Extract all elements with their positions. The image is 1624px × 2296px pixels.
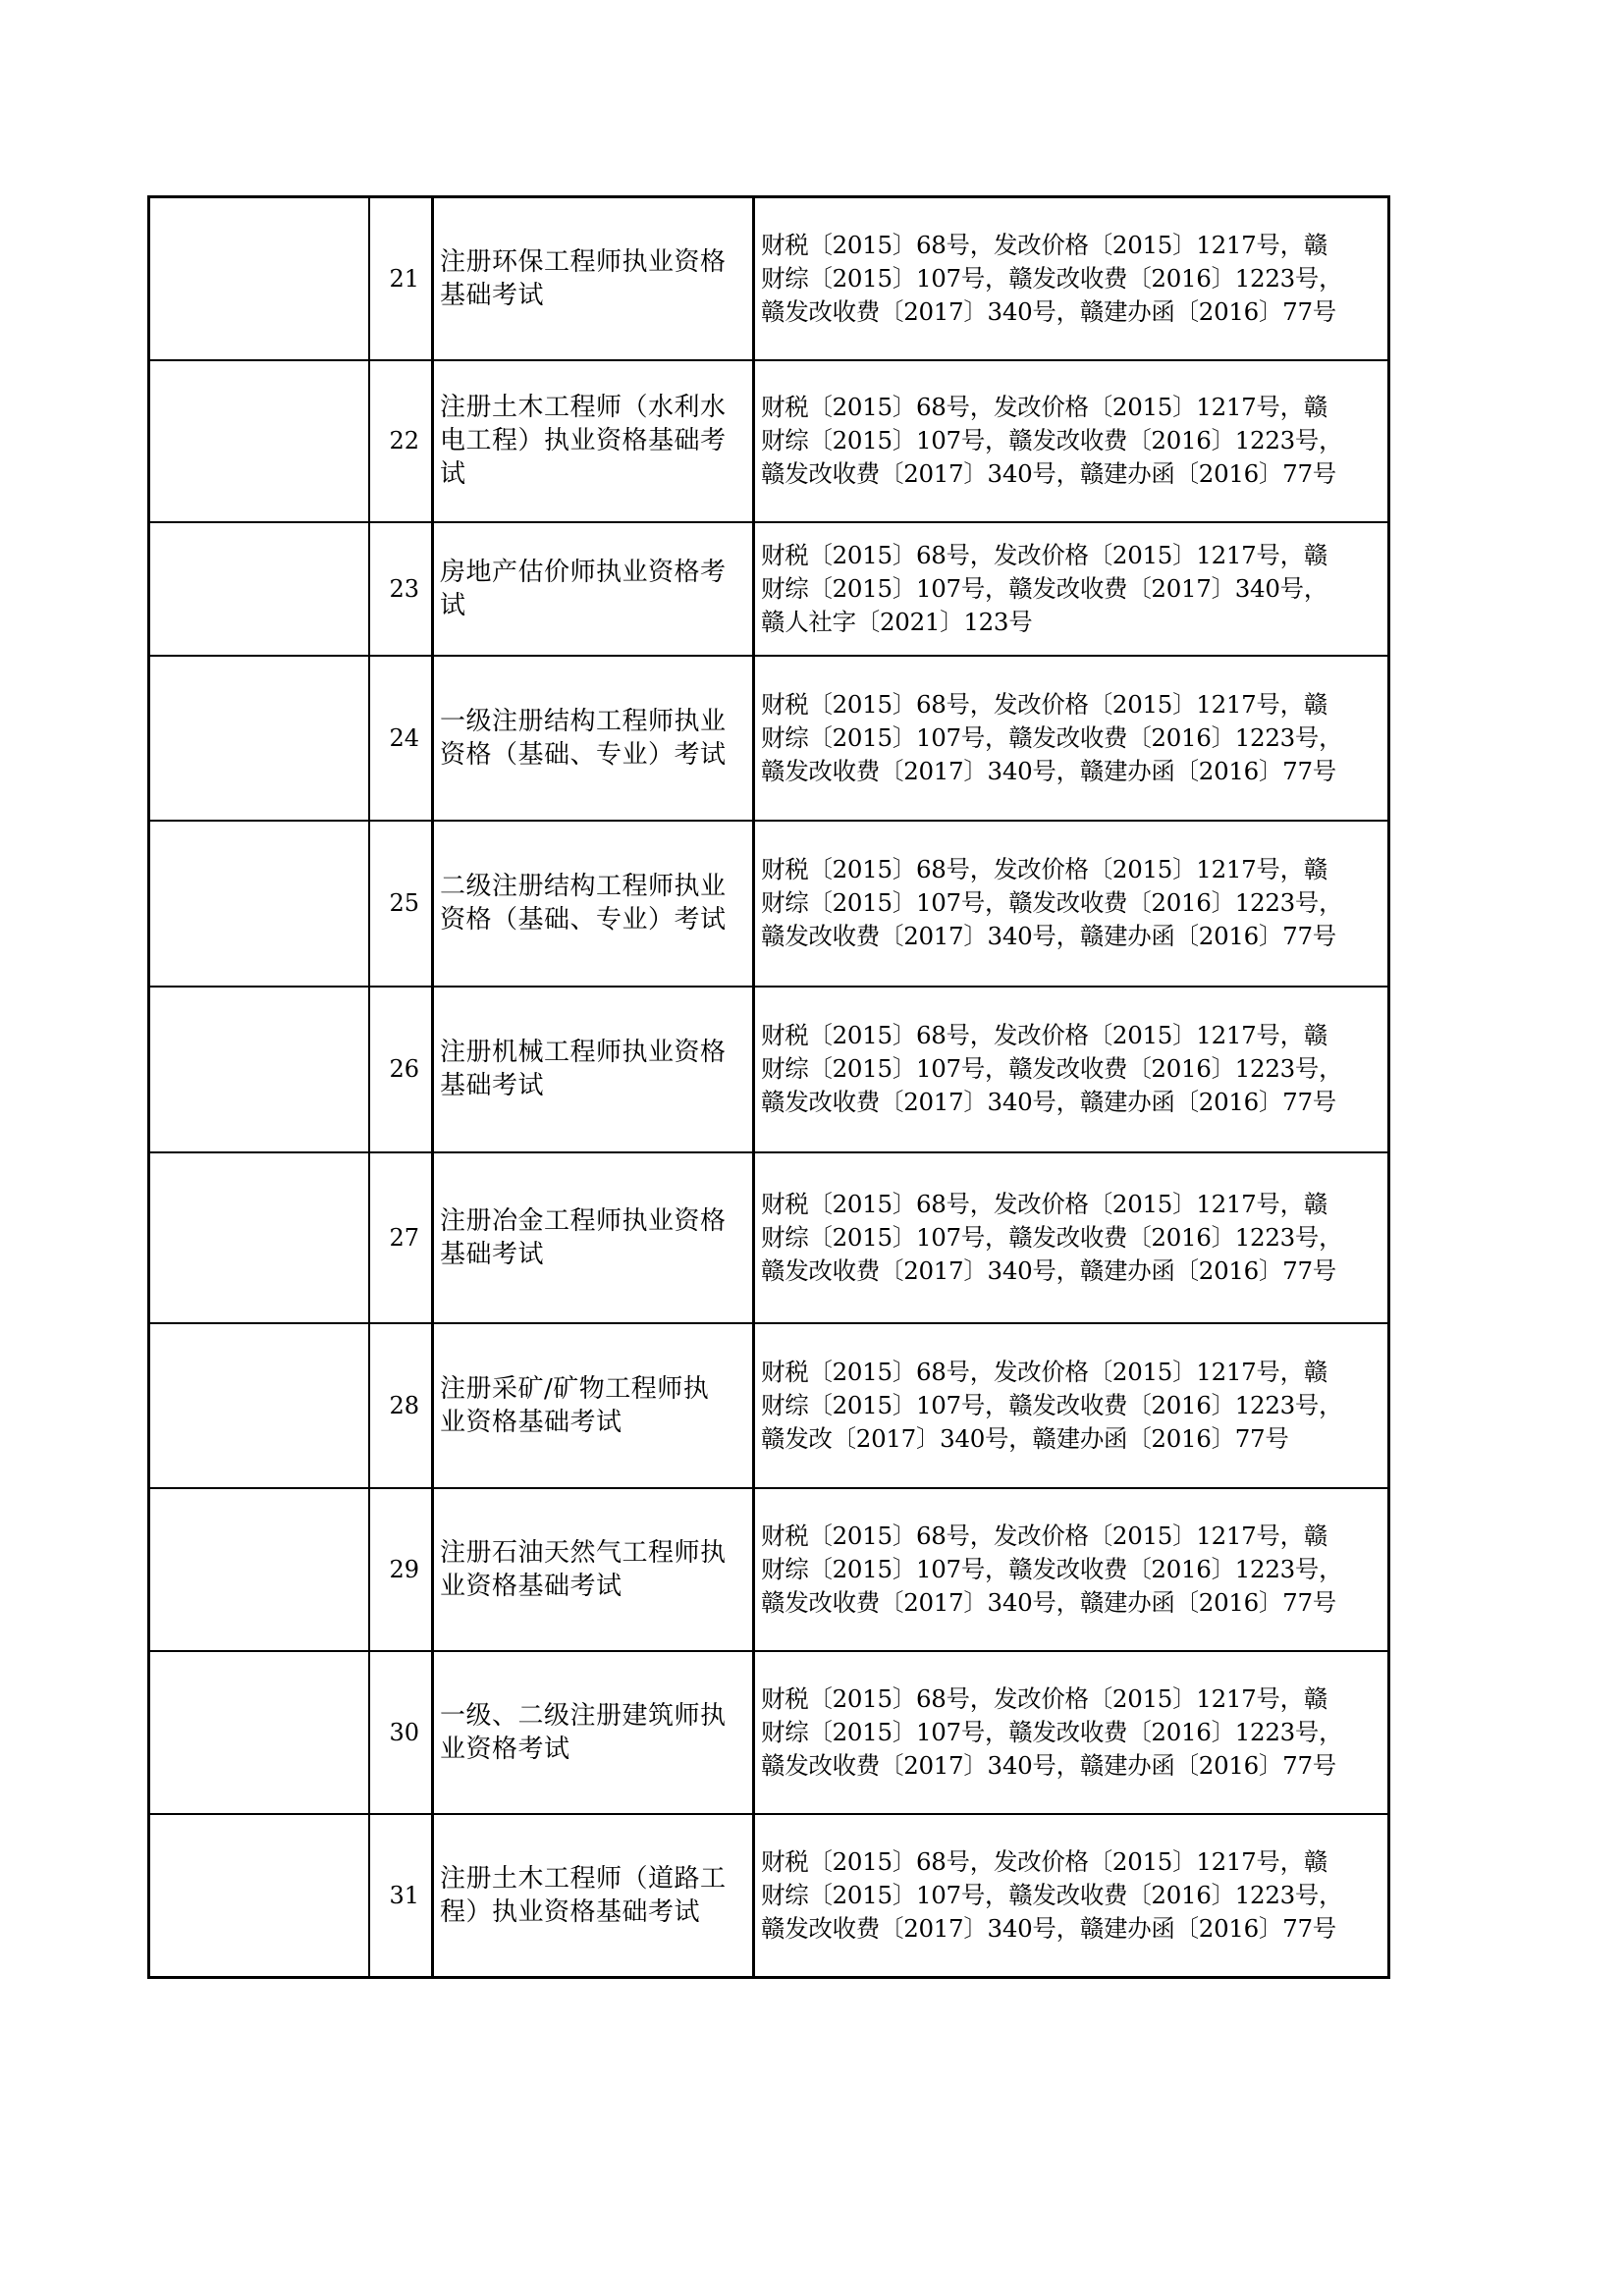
row-number: 23 xyxy=(389,574,419,603)
exam-name-line: 注册土木工程师（水利水 xyxy=(440,393,727,422)
category-cell xyxy=(149,1152,370,1323)
basis-cell xyxy=(754,1152,1389,1323)
exam-name-cell xyxy=(433,197,754,360)
basis-text xyxy=(755,539,1387,639)
table-row xyxy=(149,987,1389,1152)
row-number-cell xyxy=(369,987,433,1152)
basis-line: 财税〔2015〕68号，发改价格〔2015〕1217号，赣 xyxy=(761,1846,1328,1876)
basis-line: 赣发改收费〔2017〕340号，赣建办函〔2016〕77号 xyxy=(761,1913,1336,1943)
exam-name-line: 业资格考试 xyxy=(440,1734,570,1764)
exam-name-line: 注册机械工程师执业资格 xyxy=(440,1038,727,1067)
basis-line: 赣发改收费〔2017〕340号，赣建办函〔2016〕77号 xyxy=(761,922,1336,950)
row-number: 25 xyxy=(389,889,419,917)
basis-line: 财税〔2015〕68号，发改价格〔2015〕1217号，赣 xyxy=(761,540,1328,569)
row-number: 22 xyxy=(389,427,419,454)
basis-cell xyxy=(754,656,1389,821)
table-row xyxy=(149,1814,1389,1978)
table-row xyxy=(149,1651,1389,1814)
basis-line: 财综〔2015〕107号，赣发改收费〔2016〕1223号， xyxy=(761,426,1343,454)
fee-table-body xyxy=(149,197,1389,1978)
row-number: 28 xyxy=(389,1391,419,1419)
basis-text xyxy=(755,688,1387,788)
table-row xyxy=(149,522,1389,656)
basis-line: 财综〔2015〕107号，赣发改收费〔2016〕1223号， xyxy=(761,1554,1343,1583)
basis-line: 财税〔2015〕68号，发改价格〔2015〕1217号，赣 xyxy=(761,1521,1328,1550)
basis-line: 财税〔2015〕68号，发改价格〔2015〕1217号，赣 xyxy=(761,230,1328,259)
basis-line: 财综〔2015〕107号，赣发改收费〔2017〕340号， xyxy=(761,573,1328,603)
basis-cell xyxy=(754,360,1389,522)
exam-name xyxy=(434,870,752,936)
row-number: 29 xyxy=(389,1555,419,1583)
row-number: 26 xyxy=(389,1055,419,1083)
basis-line: 财综〔2015〕107号，赣发改收费〔2016〕1223号， xyxy=(761,1717,1343,1746)
exam-name-line: 一级注册结构工程师执业 xyxy=(440,706,727,736)
table-row xyxy=(149,1323,1389,1488)
exam-name-cell xyxy=(433,1651,754,1814)
row-number-cell xyxy=(369,656,433,821)
row-number-cell xyxy=(369,1651,433,1814)
exam-name-line: 试 xyxy=(440,459,466,489)
row-number-cell xyxy=(369,1323,433,1488)
basis-text xyxy=(755,391,1387,491)
exam-name-cell xyxy=(433,821,754,987)
basis-line: 财税〔2015〕68号，发改价格〔2015〕1217号，赣 xyxy=(761,1683,1328,1713)
row-number: 24 xyxy=(389,723,419,752)
basis-cell xyxy=(754,1488,1389,1651)
basis-text xyxy=(755,1356,1387,1456)
exam-name-cell xyxy=(433,1323,754,1488)
exam-name xyxy=(434,1036,752,1102)
exam-name-cell xyxy=(433,987,754,1152)
exam-name xyxy=(434,1204,752,1271)
basis-line: 赣发改收费〔2017〕340号，赣建办函〔2016〕77号 xyxy=(761,1587,1336,1617)
row-number-cell xyxy=(369,197,433,360)
basis-cell xyxy=(754,1323,1389,1488)
exam-name-line: 一级、二级注册建筑师执 xyxy=(440,1700,727,1731)
category-cell xyxy=(149,821,370,987)
basis-text xyxy=(755,1682,1387,1783)
exam-name-cell xyxy=(433,656,754,821)
basis-line: 财综〔2015〕107号，赣发改收费〔2016〕1223号， xyxy=(761,1390,1343,1419)
basis-line: 财税〔2015〕68号，发改价格〔2015〕1217号，赣 xyxy=(761,1189,1328,1218)
exam-name-cell xyxy=(433,1152,754,1323)
basis-cell xyxy=(754,1814,1389,1978)
basis-text xyxy=(755,1188,1387,1288)
basis-cell xyxy=(754,987,1389,1152)
basis-cell xyxy=(754,522,1389,656)
exam-name xyxy=(434,1372,752,1439)
exam-name-line: 注册采矿/矿物工程师执 xyxy=(440,1373,710,1404)
category-cell xyxy=(149,197,370,360)
exam-name xyxy=(434,556,752,622)
exam-name-line: 注册石油天然气工程师执 xyxy=(440,1537,727,1568)
exam-name-line: 注册环保工程师执业资格 xyxy=(440,246,727,277)
exam-name-cell xyxy=(433,1814,754,1978)
basis-line: 赣发改收费〔2017〕340号，赣建办函〔2016〕77号 xyxy=(761,756,1336,785)
exam-name xyxy=(434,1536,752,1603)
exam-name-line: 基础考试 xyxy=(440,280,545,310)
exam-name-line: 基础考试 xyxy=(440,1071,545,1100)
category-cell xyxy=(149,1814,370,1978)
exam-name-line: 二级注册结构工程师执业 xyxy=(440,872,727,901)
basis-text xyxy=(755,1019,1387,1119)
basis-text xyxy=(755,229,1387,329)
exam-name-line: 资格（基础、专业）考试 xyxy=(440,739,727,770)
basis-cell xyxy=(754,821,1389,987)
exam-name-line: 资格（基础、专业）考试 xyxy=(440,905,727,934)
row-number-cell xyxy=(369,1488,433,1651)
category-cell xyxy=(149,1323,370,1488)
fee-basis-table xyxy=(147,195,1390,1979)
exam-name xyxy=(434,705,752,772)
category-cell xyxy=(149,522,370,656)
category-cell xyxy=(149,360,370,522)
exam-name xyxy=(434,1862,752,1929)
basis-line: 财综〔2015〕107号，赣发改收费〔2016〕1223号， xyxy=(761,722,1343,752)
exam-name-cell xyxy=(433,360,754,522)
basis-line: 财综〔2015〕107号，赣发改收费〔2016〕1223号， xyxy=(761,263,1343,293)
row-number-cell xyxy=(369,1814,433,1978)
table-row xyxy=(149,656,1389,821)
basis-cell xyxy=(754,1651,1389,1814)
basis-line: 财税〔2015〕68号，发改价格〔2015〕1217号，赣 xyxy=(761,393,1328,421)
exam-name-line: 注册土木工程师（道路工 xyxy=(440,1863,727,1894)
table-row xyxy=(149,821,1389,987)
exam-name xyxy=(434,391,752,491)
basis-line: 财综〔2015〕107号，赣发改收费〔2016〕1223号， xyxy=(761,1222,1343,1252)
exam-name-line: 业资格基础考试 xyxy=(440,1571,623,1601)
exam-name-cell xyxy=(433,522,754,656)
row-number: 31 xyxy=(389,1881,419,1909)
exam-name-line: 基础考试 xyxy=(440,1239,545,1269)
exam-name-line: 试 xyxy=(440,590,466,620)
table-row xyxy=(149,1488,1389,1651)
row-number: 27 xyxy=(389,1223,419,1252)
basis-line: 财税〔2015〕68号，发改价格〔2015〕1217号，赣 xyxy=(761,855,1328,883)
row-number-cell xyxy=(369,360,433,522)
basis-line: 赣人社字〔2021〕123号 xyxy=(761,607,1033,636)
basis-line: 财综〔2015〕107号，赣发改收费〔2016〕1223号， xyxy=(761,1054,1343,1083)
category-cell xyxy=(149,1651,370,1814)
basis-text xyxy=(755,853,1387,953)
exam-name-cell xyxy=(433,1488,754,1651)
basis-line: 财综〔2015〕107号，赣发改收费〔2016〕1223号， xyxy=(761,1880,1343,1909)
category-cell xyxy=(149,987,370,1152)
exam-name-line: 程）执业资格基础考试 xyxy=(440,1896,701,1927)
row-number-cell xyxy=(369,1152,433,1323)
category-cell xyxy=(149,1488,370,1651)
basis-line: 赣发改收费〔2017〕340号，赣建办函〔2016〕77号 xyxy=(761,296,1336,326)
row-number: 21 xyxy=(389,264,419,293)
table-row xyxy=(149,1152,1389,1323)
row-number-cell xyxy=(369,522,433,656)
basis-line: 财税〔2015〕68号，发改价格〔2015〕1217号，赣 xyxy=(761,1357,1328,1386)
category-cell xyxy=(149,656,370,821)
basis-line: 赣发改收费〔2017〕340号，赣建办函〔2016〕77号 xyxy=(761,1255,1336,1285)
basis-line: 赣发改收费〔2017〕340号，赣建办函〔2016〕77号 xyxy=(761,459,1336,488)
exam-name xyxy=(434,1699,752,1766)
basis-text xyxy=(755,1845,1387,1946)
table-row xyxy=(149,360,1389,522)
table-row xyxy=(149,197,1389,360)
row-number: 30 xyxy=(389,1718,419,1746)
exam-name-line: 房地产估价师执业资格考 xyxy=(440,557,727,587)
basis-text xyxy=(755,1520,1387,1620)
basis-line: 赣发改〔2017〕340号，赣建办函〔2016〕77号 xyxy=(761,1423,1289,1453)
exam-name-line: 注册冶金工程师执业资格 xyxy=(440,1205,727,1236)
basis-line: 财税〔2015〕68号，发改价格〔2015〕1217号，赣 xyxy=(761,1021,1328,1049)
exam-name-line: 电工程）执业资格基础考 xyxy=(440,426,727,455)
basis-line: 财税〔2015〕68号，发改价格〔2015〕1217号，赣 xyxy=(761,689,1328,719)
exam-name xyxy=(434,245,752,312)
row-number-cell xyxy=(369,821,433,987)
basis-line: 赣发改收费〔2017〕340号，赣建办函〔2016〕77号 xyxy=(761,1750,1336,1780)
exam-name-line: 业资格基础考试 xyxy=(440,1407,623,1437)
basis-line: 财综〔2015〕107号，赣发改收费〔2016〕1223号， xyxy=(761,888,1343,917)
basis-line: 赣发改收费〔2017〕340号，赣建办函〔2016〕77号 xyxy=(761,1088,1336,1116)
basis-cell xyxy=(754,197,1389,360)
